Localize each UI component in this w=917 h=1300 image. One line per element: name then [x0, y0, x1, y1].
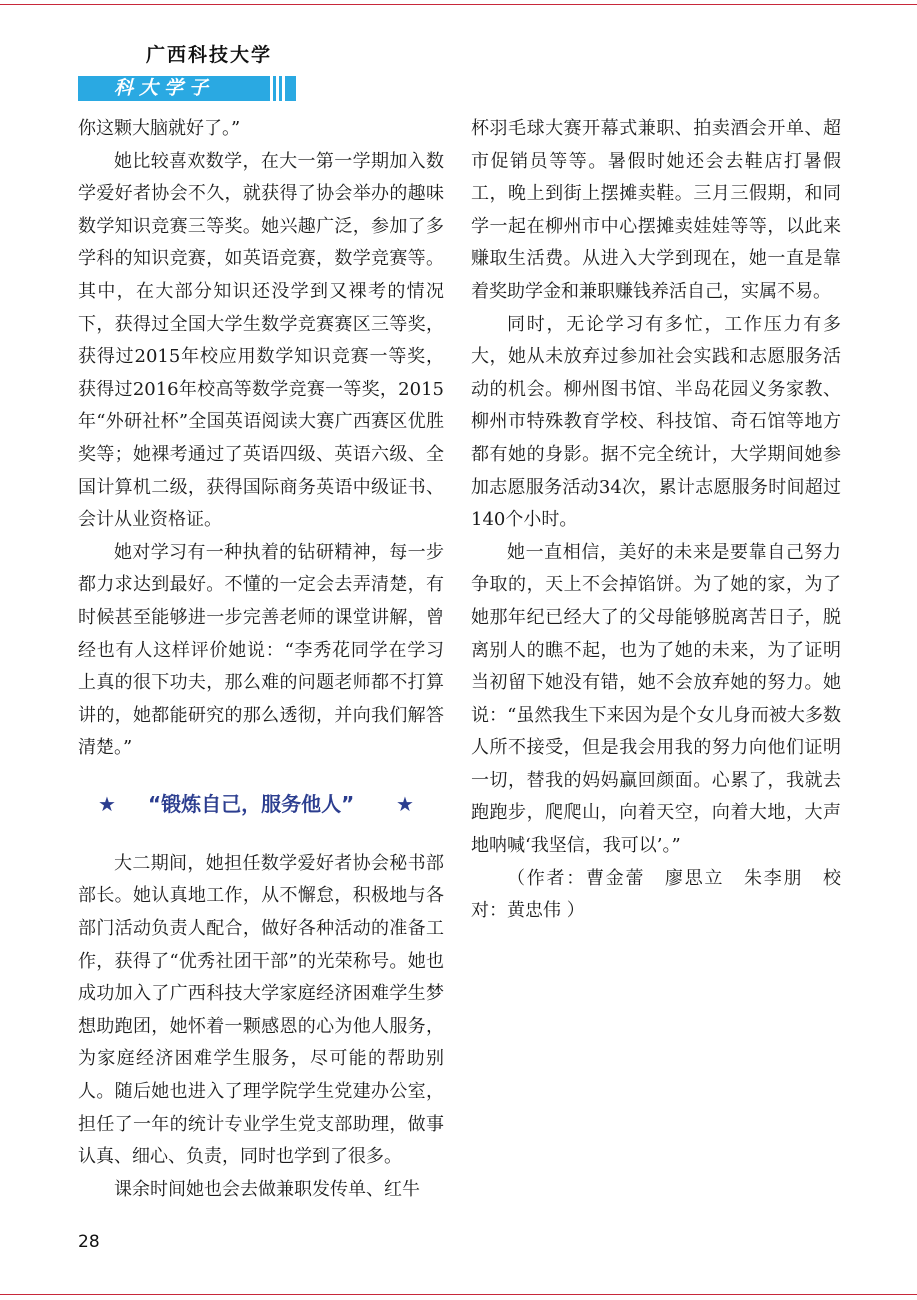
bottom-rule: [0, 1294, 917, 1295]
paragraph: 她对学习有一种执着的钻研精神，每一步都力求达到最好。不懂的一定会去弄清楚，有时候甚至能够进一步完善老师的课堂讲解，曾经也有人这样评价她说：“李秀花同学在学习上真的很下功夫，那么难的问题老师都不打算讲的，她都能研究的那么透彻，并向我们解答清楚。”: [78, 541, 444, 759]
section-heading-title: “锻炼自己，服务他人”: [148, 791, 355, 816]
banner-stripes: [270, 76, 285, 101]
paragraph: 她一直相信，美好的未来是要靠自己努力争取的，天上不会掉馅饼。为了她的家，为了她那年纪已经大了的父母能够脱离苦日子，脱离别人的瞧不起，也为了她的未来，为了证明当初留下她没有错，她不会放弃她的努力。她说：“虽然我生下来因为是个女儿身而被大多数人所不接受，但是我会用我的努力向他们证明一切，替我的妈妈赢回颜面。心累了，我就去跑跑步，爬爬山，向着天空，向着大地，大声地呐喊‘我坚信，我可以’。”: [471, 541, 841, 857]
banner-title: 科大学子: [114, 77, 215, 99]
section-heading: [78, 789, 444, 819]
paragraph: 大二期间，她担任数学爱好者协会秘书部部长。她认真地工作，从不懈怠，积极地与各部门活动负责人配合，做好各种活动的准备工作，获得了“优秀社团干部”的光荣称号。她也成功加入了广西科技大学家庭经济困难学生梦想助跑团，她怀着一颗感恩的心为他人服务，为家庭经济困难学生服务，尽可能的帮助别人。随后她也进入了理学院学生党建办公室，担任了一年的统计专业学生党支部助理，做事认真、细心、负责，同时也学到了很多。: [78, 852, 444, 1168]
section-banner: [78, 76, 296, 101]
paragraph: 杯羽毛球大赛开幕式兼职、拍卖酒会开单、超市促销员等等。暑假时她还会去鞋店打暑假工，晚上到街上摆摊卖鞋。三月三假期，和同学一起在柳州市中心摆摊卖娃娃等等，以此来赚取生活费。从进入大学到现在，她一直是靠着奖助学金和兼职赚钱养活自己，实属不易。: [471, 118, 841, 302]
school-name: 广西科技大学: [146, 44, 273, 66]
paragraph: 同时，无论学习有多忙，工作压力有多大，她从未放弃过参加社会实践和志愿服务活动的机会。柳州图书馆、半岛花园义务家教、柳州市特殊教育学校、科技馆、奇石馆等地方都有她的身影。据不完全统计，大学期间她参加志愿服务活动34次，累计志愿服务时间超过140个小时。: [471, 313, 841, 531]
top-rule: [0, 4, 917, 5]
paragraph: 她比较喜欢数学，在大一第一学期加入数学爱好者协会不久，就获得了协会举办的趣味数学知识竞赛三等奖。她兴趣广泛，参加了多学科的知识竞赛，如英语竞赛，数学竞赛等。其中，在大部分知识还没学到又裸考的情况下，获得过全国大学生数学竞赛赛区三等奖，获得过2015年校应用数学知识竞赛一等奖，获得过2016年校高等数学竞赛一等奖，2015年“外研社杯”全国英语阅读大赛广西赛区优胜奖等；她裸考通过了英语四级、英语六级、全国计算机二级，获得国际商务英语中级证书、会计从业资格证。: [78, 150, 444, 531]
paragraph: 课余时间她也会去做兼职发传单、红牛: [114, 1178, 420, 1200]
left-column: [78, 113, 444, 1206]
right-column: [471, 113, 841, 928]
star-icon: ★: [98, 791, 116, 816]
page-number: 28: [78, 1232, 100, 1252]
star-icon: ★: [396, 791, 414, 816]
author-credits: （作者：曹金蕾 廖思立 朱李朋 校对：黄忠伟 ）: [471, 867, 841, 922]
paragraph: 你这颗大脑就好了。”: [78, 118, 241, 139]
